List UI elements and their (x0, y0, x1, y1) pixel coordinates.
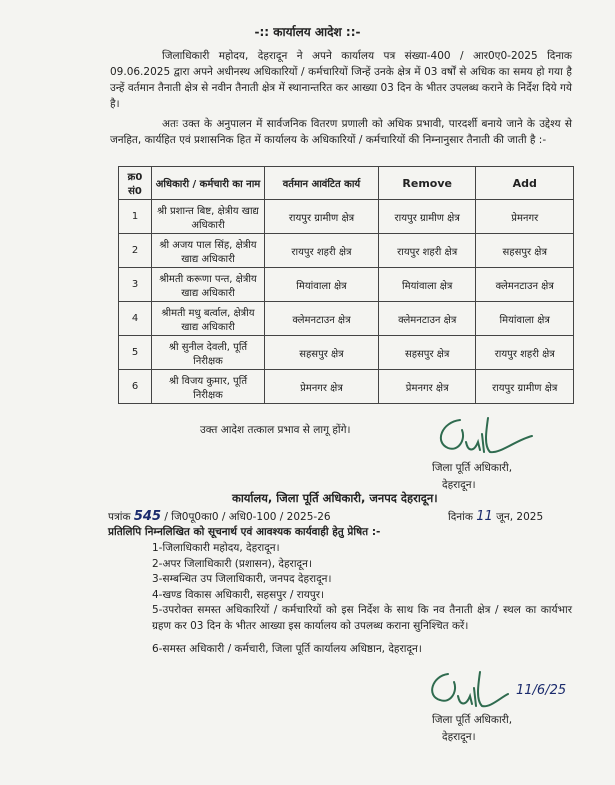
ref-suffix: / जि0पू0का0 / अधि0-100 / 2025-26 (164, 511, 331, 523)
cell-add: प्रेमनगर (476, 200, 574, 234)
order-effect-line: उक्त आदेश तत्काल प्रभाव से लागू होंगे। (200, 424, 351, 436)
cell-current: रायपुर ग्रामीण क्षेत्र (265, 200, 379, 234)
cell-add: सहसपुर क्षेत्र (476, 234, 574, 268)
cell-add: क्लेमनटाउन क्षेत्र (476, 268, 574, 302)
cell-add: रायपुर शहरी क्षेत्र (476, 336, 574, 370)
cell-remove: रायपुर शहरी क्षेत्र (378, 234, 476, 268)
cell-remove: मियांवाला क्षेत्र (378, 268, 476, 302)
office-heading: कार्यालय, जिला पूर्ति अधिकारी, जनपद देहरादून। (232, 491, 438, 505)
signature-1-place: देहरादून। (442, 479, 476, 491)
list-item: 1-जिलाधिकारी महोदय, देहरादून। (152, 542, 280, 554)
cell-name: श्री विजय कुमार, पूर्ति निरीक्षक (152, 370, 265, 404)
cell-sno: 2 (119, 234, 152, 268)
col-current: वर्तमान आवंटित कार्य (265, 167, 379, 200)
cell-name: श्री प्रशान्त बिष्ट, क्षेत्रीय खाद्य अधिकारी (152, 200, 265, 234)
table-row (119, 200, 574, 234)
cell-current: क्लेमनटाउन क्षेत्र (265, 302, 379, 336)
page-title: -:: कार्यालय आदेश ::- (254, 25, 361, 39)
cell-remove: प्रेमनगर क्षेत्र (378, 370, 476, 404)
copy-list (152, 541, 572, 658)
cell-sno: 5 (119, 336, 152, 370)
cell-current: मियांवाला क्षेत्र (265, 268, 379, 302)
signature-2-icon (418, 668, 578, 718)
date-prefix: दिनांक (448, 511, 473, 523)
cell-sno: 1 (119, 200, 152, 234)
list-item: 6-समस्त अधिकारी / कर्मचारी, जिला पूर्ति कार्यालय अधिष्ठान, देहरादून। (152, 643, 422, 655)
cell-current: सहसपुर क्षेत्र (265, 336, 379, 370)
list-item: 5-उपरोक्त समस्त अधिकारियों / कर्मचारियों को इस निर्देश के साथ कि नव तैनाती क्षेत्र / स्थल का कार्यभार ग्रहण कर 03 दिन के भीतर आख्या इस कार्यालय को उपलब्ध कराना सुनिश्चित करें। (152, 604, 572, 632)
transfer-table (118, 166, 574, 404)
table-row (119, 370, 574, 404)
table-row (119, 302, 574, 336)
reference-line (108, 509, 331, 524)
signature-1-block (432, 460, 512, 494)
cell-sno: 6 (119, 370, 152, 404)
col-name: अधिकारी / कर्मचारी का नाम (152, 167, 265, 200)
col-sno: क्र0 सं0 (119, 167, 152, 200)
paragraph-1: जिलाधिकारी महोदय, देहरादून ने अपने कार्यालय पत्र संख्या-400 / आर0ए0-2025 दिनाक 09.06.2025 द्वारा अपने अधीनस्थ अधिकारियों / कर्मचारियों जिन्हें उनके क्षेत्र में 03 वर्षों से अधिक का समय हो गया है उन्हें वर्तमान तैनाती क्षेत्र से नवीन तैनाती क्षेत्र में स्थानान्तरित कर आख्या 03 दिन के भीतर उपलब्ध कराने के निर्देश दिये गये है। (110, 50, 572, 110)
list-item: 3-सम्बन्धित उप जिलाधिकारी, जनपद देहरादून। (152, 573, 332, 585)
signature-2-place: देहरादून। (442, 731, 476, 743)
copy-heading: प्रतिलिपि निम्नलिखित को सूचनार्थ एवं आवश्यक कार्यवाही हेतु प्रेषित :- (108, 526, 381, 538)
cell-add: रायपुर ग्रामीण क्षेत्र (476, 370, 574, 404)
table-row (119, 336, 574, 370)
cell-name: श्रीमती करूणा पन्त, क्षेत्रीय खाद्य अधिकारी (152, 268, 265, 302)
cell-name: श्री सुनील देवली, पूर्ति निरीक्षक (152, 336, 265, 370)
date-rest: जून, 2025 (496, 511, 544, 523)
date-day: 11 (476, 509, 493, 524)
signature-2-date: 11/6/25 (516, 683, 567, 698)
col-add: Add (476, 167, 574, 200)
list-item: 2-अपर जिलाधिकारी (प्रशासन), देहरादून। (152, 557, 312, 570)
cell-remove: क्लेमनटाउन क्षेत्र (378, 302, 476, 336)
table-row (119, 268, 574, 302)
table-row (119, 234, 574, 268)
signature-1-icon (420, 412, 540, 467)
ref-number: 545 (133, 509, 162, 524)
date-line (448, 509, 543, 524)
list-item: 4-खण्ड विकास अधिकारी, सहसपुर / रायपुर। (152, 588, 325, 601)
paragraph-2: अतः उक्त के अनुपालन में सार्वजनिक वितरण प्रणाली को अधिक प्रभावी, पारदर्शी बनाये जाने के उद्देश्य से जनहित, कार्यहित एवं प्रशासनिक हित में कार्यालय के अधिकारियों / कर्मचारियों की निम्नानुसार तैनाती की जाती है :- (110, 118, 572, 146)
col-remove: Remove (378, 167, 476, 200)
signature-2-designation: जिला पूर्ति अधिकारी, (432, 714, 513, 726)
cell-name: श्री अजय पाल सिंह, क्षेत्रीय खाद्य अधिकारी (152, 234, 265, 268)
cell-name: श्रीमती मधु बर्त्वाल, क्षेत्रीय खाद्य अधिकारी (152, 302, 265, 336)
cell-current: रायपुर शहरी क्षेत्र (265, 234, 379, 268)
cell-remove: सहसपुर क्षेत्र (378, 336, 476, 370)
cell-add: मियांवाला क्षेत्र (476, 302, 574, 336)
signature-2-block (432, 712, 512, 746)
ref-prefix: पत्रांक (108, 511, 131, 523)
cell-sno: 3 (119, 268, 152, 302)
cell-current: प्रेमनगर क्षेत्र (265, 370, 379, 404)
table-header-row (119, 167, 574, 200)
cell-sno: 4 (119, 302, 152, 336)
cell-remove: रायपुर ग्रामीण क्षेत्र (378, 200, 476, 234)
signature-1-designation: जिला पूर्ति अधिकारी, (432, 462, 513, 474)
